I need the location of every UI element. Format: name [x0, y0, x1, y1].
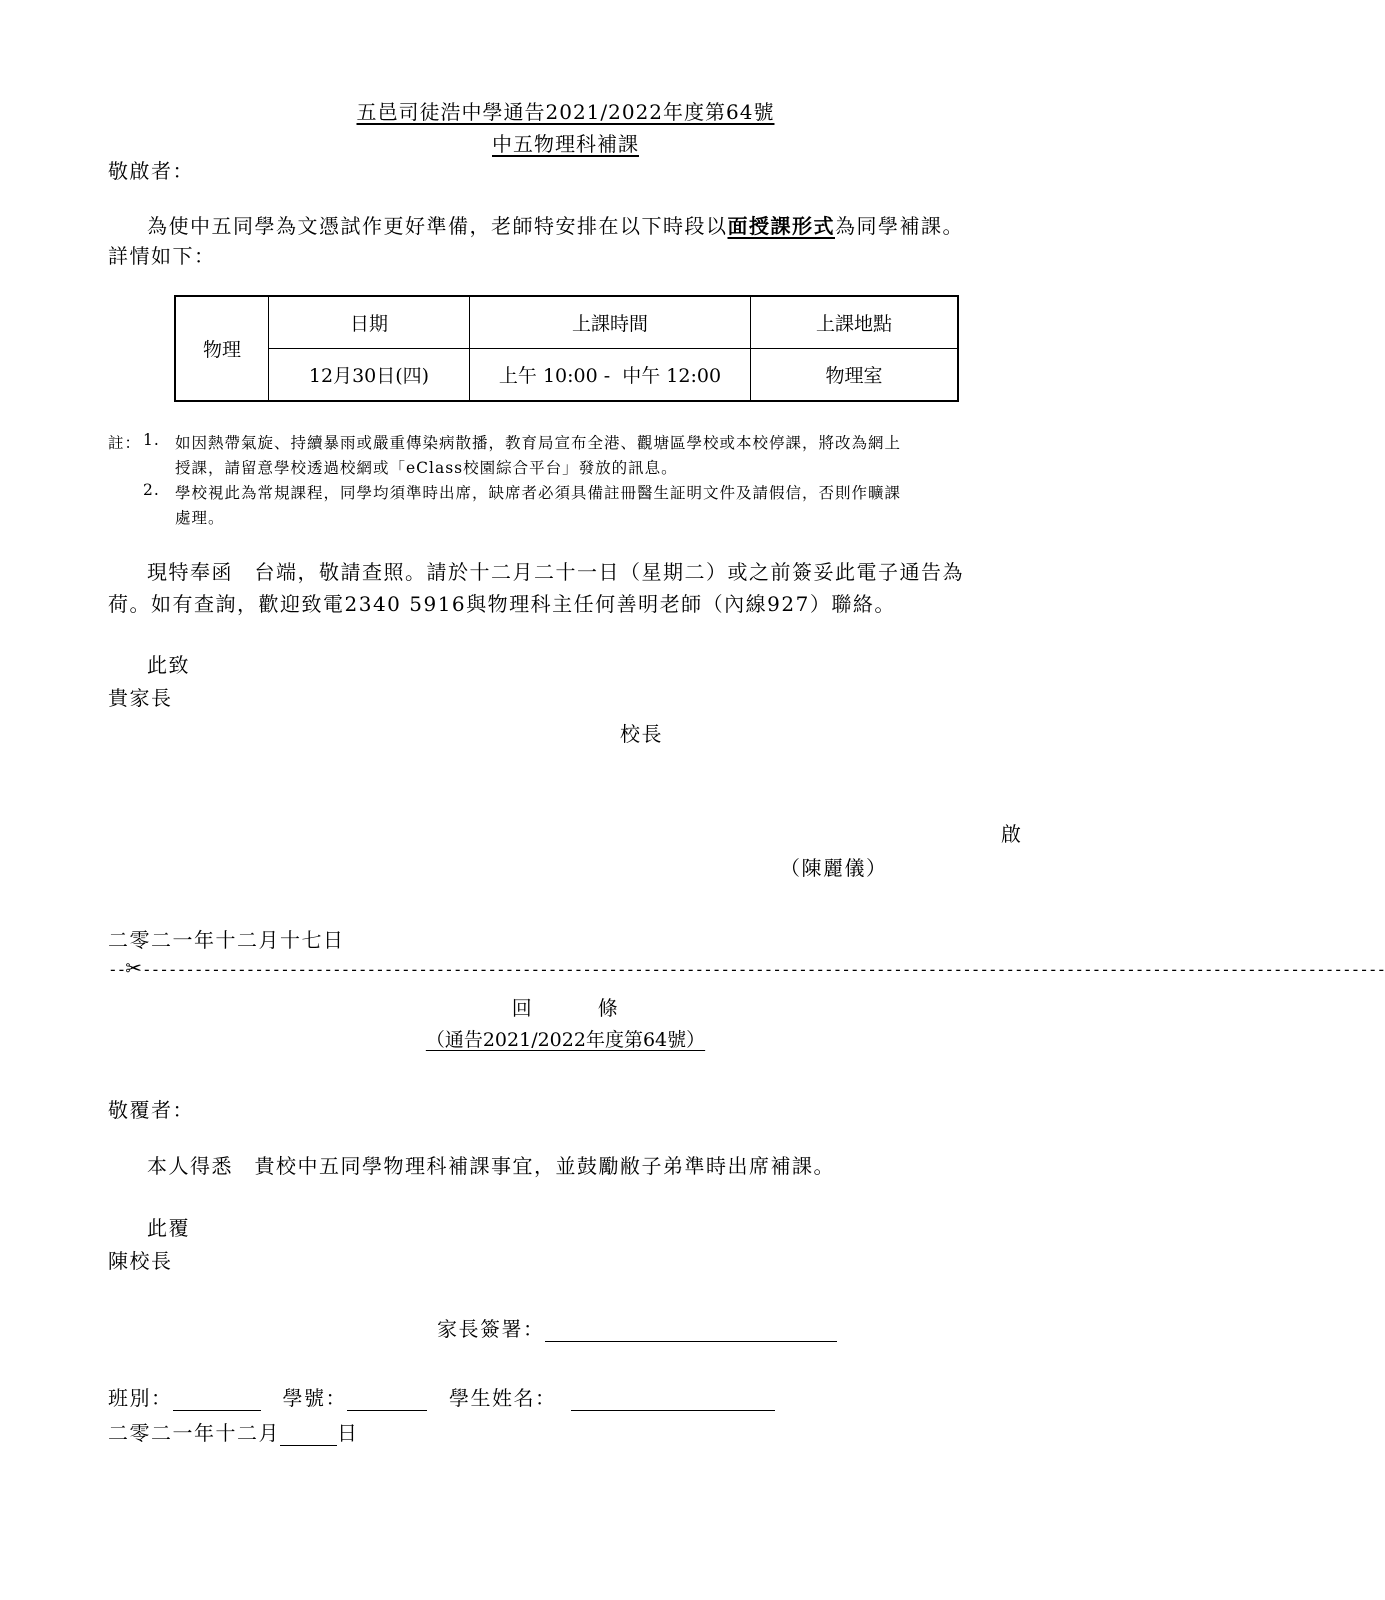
reply-date-suffix: 日 [337, 1421, 359, 1445]
schedule-cell-time: 上午 10:00 - 中午 12:00 [470, 349, 751, 402]
cut-dashes-left: -- [108, 960, 126, 979]
notice-subject: 中五物理科補課 [492, 132, 639, 156]
qi-signoff: 啟 [1001, 822, 1023, 846]
cut-line [108, 956, 1385, 980]
salutation: 敬啟者： [108, 159, 194, 183]
intro-text-before: 為使中五同學為文憑試作更好準備，老師特安排在以下時段以 [147, 214, 728, 238]
ci-zhi: 此致 [147, 653, 190, 677]
student-name-label: 學生姓名： [449, 1386, 557, 1410]
principal-name: （陳麗儀） [780, 856, 888, 880]
schedule-header-location: 上課地點 [751, 296, 959, 349]
student-number-label: 學號： [282, 1386, 347, 1410]
reply-ref [0, 1025, 1131, 1052]
note-2-line1: 學校視此為常規課程，同學均須準時出席，缺席者必須具備註冊醫生証明文件及請假信，否則作曠課 [175, 484, 902, 502]
reply-salutation: 敬覆者： [108, 1098, 194, 1122]
schedule-cell-location: 物理室 [751, 349, 959, 402]
intro-emphasis: 面授課形式 [727, 214, 835, 238]
note-1-number: 1. [143, 431, 160, 449]
reply-date-prefix: 二零二一年十二月 [108, 1421, 280, 1445]
parent-signature-row [437, 1313, 837, 1342]
reply-day-field[interactable] [280, 1425, 337, 1446]
class-field[interactable] [173, 1390, 261, 1411]
reply-ref-text: （通告2021/2022年度第64號） [425, 1029, 706, 1051]
reply-body: 本人得悉 貴校中五同學物理科補課事宜，並鼓勵敝子弟準時出席補課。 [147, 1154, 835, 1178]
schedule-cell-date: 12月30日(四) [269, 349, 470, 402]
reply-ci-fu: 此覆 [147, 1216, 190, 1240]
notes-label: 註： [108, 434, 142, 452]
student-name-field[interactable] [571, 1390, 775, 1411]
reply-date-row [108, 1417, 359, 1446]
principal-title: 校長 [620, 722, 663, 746]
note-2-number: 2. [143, 481, 160, 499]
student-info-row [108, 1382, 775, 1411]
notice-title: 五邑司徒浩中學通告2021/2022年度第64號 [356, 100, 775, 124]
cut-dashes-right: ------------------------------------------------------------------------------------------------------------------------------------------------ [142, 960, 1385, 979]
reply-addressee: 陳校長 [108, 1249, 173, 1273]
closing-line1: 現特奉函 台端，敬請查照。請於十二月二十一日（星期二）或之前簽妥此電子通告為 [147, 560, 964, 584]
note-1-line1: 如因熱帶氣旋、持續暴雨或嚴重傳染病散播，教育局宣布全港、觀塘區學校或本校停課，將改為網上 [175, 434, 902, 452]
intro-paragraph [147, 210, 964, 239]
parent-signature-label: 家長簽署： [437, 1317, 545, 1341]
scissors-icon: ✂ [125, 956, 143, 980]
addressee: 貴家長 [108, 686, 173, 710]
schedule-table [174, 295, 959, 402]
schedule-header-date: 日期 [269, 296, 470, 349]
schedule-header-time: 上課時間 [470, 296, 751, 349]
class-label: 班別： [108, 1386, 173, 1410]
student-number-field[interactable] [347, 1390, 427, 1411]
schedule-subject-cell: 物理 [175, 296, 269, 401]
parent-signature-field[interactable] [545, 1321, 837, 1342]
intro-text-after: 為同學補課。 [835, 214, 964, 238]
intro-line2: 詳情如下： [108, 244, 216, 268]
note-2-line2: 處理。 [175, 509, 225, 527]
reply-title: 回 條 [511, 996, 620, 1020]
note-1-line2: 授課，請留意學校透過校網或「eClass校園綜合平台」發放的訊息。 [175, 459, 678, 477]
notice-date: 二零二一年十二月十七日 [108, 928, 345, 952]
closing-line2: 荷。如有查詢，歡迎致電2340 5916與物理科主任何善明老師（內線927）聯絡。 [108, 592, 896, 616]
